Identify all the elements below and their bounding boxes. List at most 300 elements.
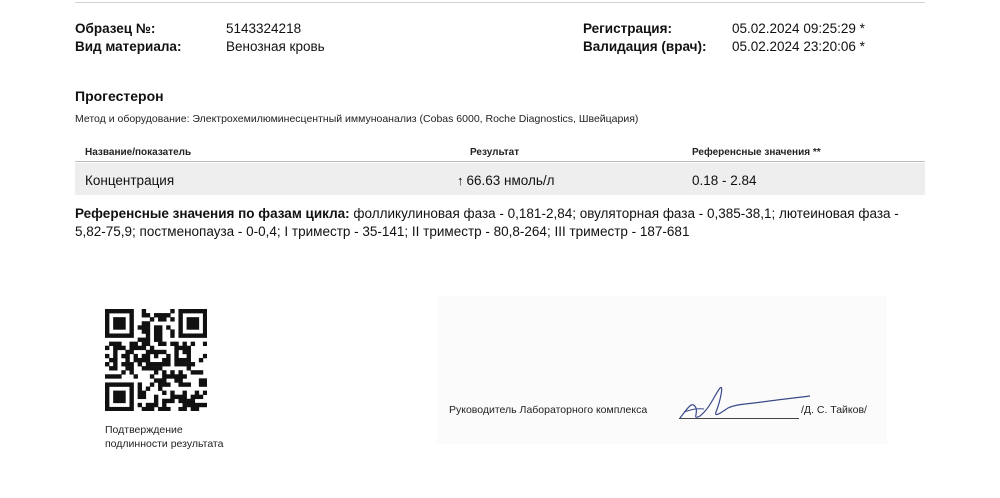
qr-module <box>142 346 146 350</box>
qr-module <box>178 362 182 366</box>
qr-module <box>109 407 113 411</box>
qr-module <box>166 407 170 411</box>
qr-module <box>178 382 182 386</box>
qr-module <box>146 333 150 337</box>
qr-module <box>117 309 121 313</box>
qr-module <box>203 309 207 313</box>
qr-module <box>178 313 182 317</box>
qr-module <box>154 350 158 354</box>
qr-module <box>162 382 166 386</box>
qr-module <box>187 317 191 321</box>
qr-module <box>174 358 178 362</box>
qr-module <box>203 329 207 333</box>
qr-module <box>142 358 146 362</box>
qr-module <box>183 403 187 407</box>
qr-module <box>150 403 154 407</box>
qr-module <box>125 350 129 354</box>
qr-module <box>121 346 125 350</box>
registration-value: 05.02.2024 09:25:29 * <box>732 21 865 36</box>
qr-module <box>109 309 113 313</box>
qr-module <box>178 374 182 378</box>
qr-module <box>129 313 133 317</box>
qr-module <box>105 395 109 399</box>
qr-module <box>162 403 166 407</box>
qr-module <box>174 354 178 358</box>
qr-module <box>187 362 191 366</box>
qr-module <box>178 309 182 313</box>
qr-module <box>105 309 109 313</box>
qr-module <box>113 391 117 395</box>
qr-module <box>105 325 109 329</box>
qr-module <box>113 395 117 399</box>
qr-module <box>166 325 170 329</box>
qr-module <box>129 403 133 407</box>
qr-module <box>113 317 117 321</box>
handwritten-signature <box>670 378 820 426</box>
qr-module <box>113 407 117 411</box>
qr-module <box>138 362 142 366</box>
qr-module <box>117 407 121 411</box>
qr-module <box>129 382 133 386</box>
qr-module <box>125 309 129 313</box>
qr-module <box>125 354 129 358</box>
qr-module <box>178 317 182 321</box>
qr-module <box>170 370 174 374</box>
qr-module <box>121 317 125 321</box>
qr-module <box>162 370 166 374</box>
qr-module <box>187 309 191 313</box>
qr-module <box>195 407 199 411</box>
qr-module <box>195 403 199 407</box>
qr-module <box>191 395 195 399</box>
sample-id-label: Образец №: <box>75 21 156 36</box>
qr-module <box>158 350 162 354</box>
qr-module <box>105 362 109 366</box>
qr-module <box>113 333 117 337</box>
qr-module <box>150 317 154 321</box>
qr-module <box>154 333 158 337</box>
qr-module <box>129 387 133 391</box>
qr-module <box>162 362 166 366</box>
qr-module <box>117 321 121 325</box>
qr-module <box>203 321 207 325</box>
row-name: Концентрация <box>85 173 175 188</box>
qr-module <box>134 354 138 358</box>
qr-module <box>125 358 129 362</box>
column-header-result: Результат <box>470 147 520 158</box>
qr-module <box>170 317 174 321</box>
qr-module <box>142 407 146 411</box>
qr-module <box>178 346 182 350</box>
qr-module <box>174 350 178 354</box>
test-method: Метод и оборудование: Электрохемилюминесцентный иммуноанализ (Cobas 6000, Roche Diagnostics, Швейцария) <box>75 113 639 125</box>
qr-module <box>183 362 187 366</box>
qr-module <box>134 346 138 350</box>
qr-module <box>183 333 187 337</box>
signatory-role: Руководитель Лабораторного комплекса <box>449 404 648 416</box>
qr-module <box>183 350 187 354</box>
qr-module <box>129 407 133 411</box>
qr-module <box>162 391 166 395</box>
column-header-reference: Референсные значения ** <box>692 147 821 158</box>
qr-module <box>183 382 187 386</box>
qr-module <box>121 325 125 329</box>
qr-module <box>191 309 195 313</box>
qr-module <box>105 321 109 325</box>
qr-module <box>199 309 203 313</box>
qr-module <box>195 325 199 329</box>
qr-module <box>113 354 117 358</box>
qr-module <box>203 317 207 321</box>
qr-module <box>183 395 187 399</box>
qr-module <box>113 382 117 386</box>
qr-module <box>113 342 117 346</box>
qr-module <box>142 309 146 313</box>
qr-module <box>150 382 154 386</box>
qr-module <box>154 354 158 358</box>
qr-module <box>203 313 207 317</box>
qr-module <box>203 342 207 346</box>
qr-module <box>203 382 207 386</box>
qr-module <box>150 346 154 350</box>
qr-module <box>166 382 170 386</box>
qr-module <box>187 321 191 325</box>
qr-module <box>178 399 182 403</box>
qr-module <box>105 374 109 378</box>
qr-module <box>203 333 207 337</box>
arrow-up-icon: ↑ <box>457 173 464 188</box>
qr-module <box>146 387 150 391</box>
qr-module <box>121 362 125 366</box>
qr-module <box>142 329 146 333</box>
top-divider <box>75 2 925 3</box>
qr-module <box>105 354 109 358</box>
qr-module <box>146 407 150 411</box>
qr-module <box>191 407 195 411</box>
qr-module <box>154 403 158 407</box>
qr-module <box>129 350 133 354</box>
sample-id-value: 5143324218 <box>226 21 302 36</box>
qr-module <box>129 346 133 350</box>
qr-module <box>138 403 142 407</box>
qr-module <box>117 346 121 350</box>
qr-module <box>154 325 158 329</box>
qr-module <box>154 399 158 403</box>
qr-module <box>105 329 109 333</box>
qr-module <box>203 378 207 382</box>
qr-module <box>146 350 150 354</box>
qr-module <box>187 325 191 329</box>
qr-caption-line1: Подтверждение <box>105 424 183 436</box>
qr-module <box>125 366 129 370</box>
qr-module <box>162 378 166 382</box>
qr-module <box>178 378 182 382</box>
qr-module <box>129 321 133 325</box>
qr-module <box>154 329 158 333</box>
qr-module <box>121 321 125 325</box>
qr-module <box>146 403 150 407</box>
qr-module <box>174 362 178 366</box>
qr-module <box>191 403 195 407</box>
qr-module <box>183 407 187 411</box>
qr-module <box>105 399 109 403</box>
qr-module <box>191 321 195 325</box>
row-result <box>457 173 555 188</box>
qr-module <box>121 354 125 358</box>
qr-module <box>158 407 162 411</box>
qr-module <box>187 346 191 350</box>
qr-module <box>187 354 191 358</box>
qr-module <box>134 342 138 346</box>
qr-module <box>134 358 138 362</box>
qr-module <box>113 374 117 378</box>
qr-module <box>113 309 117 313</box>
qr-module <box>109 342 113 346</box>
qr-module <box>121 333 125 337</box>
qr-module <box>117 325 121 329</box>
qr-module <box>109 382 113 386</box>
qr-module <box>199 382 203 386</box>
qr-module <box>121 399 125 403</box>
qr-module <box>109 366 113 370</box>
qr-module <box>154 370 158 374</box>
qr-module <box>162 374 166 378</box>
qr-module <box>105 382 109 386</box>
qr-module <box>195 333 199 337</box>
qr-module <box>174 395 178 399</box>
test-title: Прогестерон <box>75 88 164 104</box>
qr-module <box>195 309 199 313</box>
qr-module <box>134 374 138 378</box>
qr-module <box>170 391 174 395</box>
qr-module <box>166 354 170 358</box>
qr-module <box>138 358 142 362</box>
qr-module <box>129 362 133 366</box>
qr-module <box>146 325 150 329</box>
qr-module <box>203 325 207 329</box>
qr-module <box>154 362 158 366</box>
qr-module <box>158 325 162 329</box>
reference-phases-label: Референсные значения по фазам цикла: <box>75 206 350 221</box>
qr-module <box>195 395 199 399</box>
qr-module <box>166 399 170 403</box>
qr-module <box>191 333 195 337</box>
qr-module <box>117 382 121 386</box>
qr-module <box>121 395 125 399</box>
qr-module <box>150 350 154 354</box>
qr-module <box>146 358 150 362</box>
qr-module <box>174 346 178 350</box>
qr-module <box>183 342 187 346</box>
qr-module <box>154 366 158 370</box>
qr-module <box>158 329 162 333</box>
qr-module <box>138 382 142 386</box>
validation-label: Валидация (врач): <box>583 39 707 54</box>
qr-module <box>121 391 125 395</box>
qr-module <box>138 338 142 342</box>
validation-value: 05.02.2024 23:20:06 * <box>732 39 865 54</box>
qr-module <box>203 354 207 358</box>
qr-module <box>113 399 117 403</box>
qr-module <box>125 362 129 366</box>
qr-module <box>183 358 187 362</box>
qr-module <box>183 391 187 395</box>
qr-module <box>117 342 121 346</box>
qr-module <box>158 387 162 391</box>
qr-module <box>162 407 166 411</box>
qr-module <box>142 325 146 329</box>
qr-module <box>125 333 129 337</box>
qr-module <box>178 321 182 325</box>
qr-module <box>138 387 142 391</box>
qr-module <box>170 395 174 399</box>
qr-module <box>142 366 146 370</box>
qr-module <box>187 358 191 362</box>
qr-module <box>154 378 158 382</box>
qr-module <box>105 407 109 411</box>
qr-module <box>142 354 146 358</box>
qr-module <box>109 374 113 378</box>
qr-caption <box>105 423 223 451</box>
qr-module <box>129 309 133 313</box>
qr-module <box>105 333 109 337</box>
qr-module <box>146 354 150 358</box>
qr-module <box>158 317 162 321</box>
qr-module <box>178 407 182 411</box>
qr-module <box>162 399 166 403</box>
qr-module <box>117 374 121 378</box>
qr-module <box>154 395 158 399</box>
signatory-name: /Д. С. Тайков/ <box>801 404 867 416</box>
qr-module <box>121 382 125 386</box>
qr-module <box>129 395 133 399</box>
qr-module <box>199 333 203 337</box>
qr-module <box>178 370 182 374</box>
qr-module <box>170 399 174 403</box>
qr-module <box>129 342 133 346</box>
qr-module <box>191 399 195 403</box>
qr-module <box>150 374 154 378</box>
qr-module <box>105 346 109 350</box>
qr-module <box>174 342 178 346</box>
qr-module <box>113 346 117 350</box>
qr-module <box>113 321 117 325</box>
qr-module <box>178 395 182 399</box>
qr-module <box>150 407 154 411</box>
qr-module <box>117 333 121 337</box>
material-value: Венозная кровь <box>226 39 325 54</box>
qr-module <box>125 407 129 411</box>
qr-module <box>125 382 129 386</box>
qr-module <box>191 370 195 374</box>
material-label: Вид материала: <box>75 39 182 54</box>
qr-module <box>117 395 121 399</box>
qr-module <box>158 313 162 317</box>
qr-module <box>162 358 166 362</box>
qr-module <box>170 333 174 337</box>
qr-module <box>142 342 146 346</box>
qr-module <box>199 370 203 374</box>
qr-module <box>138 325 142 329</box>
qr-module <box>121 407 125 411</box>
qr-module <box>170 329 174 333</box>
qr-module <box>146 362 150 366</box>
qr-module <box>174 374 178 378</box>
qr-module <box>129 317 133 321</box>
qr-module <box>178 358 182 362</box>
qr-module <box>187 403 191 407</box>
qr-module <box>146 366 150 370</box>
qr-module <box>178 325 182 329</box>
qr-module <box>191 317 195 321</box>
qr-module <box>199 403 203 407</box>
qr-module <box>178 333 182 337</box>
qr-module <box>113 366 117 370</box>
qr-module <box>146 338 150 342</box>
qr-module <box>138 346 142 350</box>
qr-module <box>117 317 121 321</box>
qr-module <box>105 403 109 407</box>
qr-module <box>146 329 150 333</box>
qr-module <box>129 329 133 333</box>
qr-module <box>138 395 142 399</box>
qr-module <box>142 313 146 317</box>
reference-phases <box>75 205 905 241</box>
qr-module <box>187 366 191 370</box>
qr-module <box>129 366 133 370</box>
qr-module <box>150 362 154 366</box>
qr-module <box>121 309 125 313</box>
qr-module <box>129 333 133 337</box>
qr-code-icon[interactable] <box>105 309 207 411</box>
qr-module <box>129 325 133 329</box>
qr-module <box>109 358 113 362</box>
header-divider <box>75 161 925 162</box>
qr-module <box>158 338 162 342</box>
qr-module <box>158 333 162 337</box>
qr-module <box>162 350 166 354</box>
qr-module <box>195 370 199 374</box>
qr-module <box>199 358 203 362</box>
qr-module <box>170 374 174 378</box>
qr-module <box>146 321 150 325</box>
qr-module <box>113 350 117 354</box>
qr-module <box>113 358 117 362</box>
qr-module <box>195 321 199 325</box>
qr-module <box>191 325 195 329</box>
qr-module <box>162 313 166 317</box>
qr-module <box>187 399 191 403</box>
qr-module <box>158 366 162 370</box>
qr-module <box>162 342 166 346</box>
qr-module <box>195 317 199 321</box>
qr-module <box>158 378 162 382</box>
qr-module <box>166 313 170 317</box>
qr-module <box>170 342 174 346</box>
qr-module <box>129 370 133 374</box>
registration-label: Регистрация: <box>583 21 672 36</box>
qr-module <box>142 321 146 325</box>
qr-module <box>113 325 117 329</box>
qr-module <box>154 338 158 342</box>
qr-module <box>199 378 203 382</box>
result-value: 66.63 нмоль/л <box>466 173 555 188</box>
qr-module <box>138 391 142 395</box>
qr-module <box>183 399 187 403</box>
qr-caption-line2: подлинности результата <box>105 438 224 450</box>
qr-module <box>109 333 113 337</box>
qr-module <box>203 391 207 395</box>
